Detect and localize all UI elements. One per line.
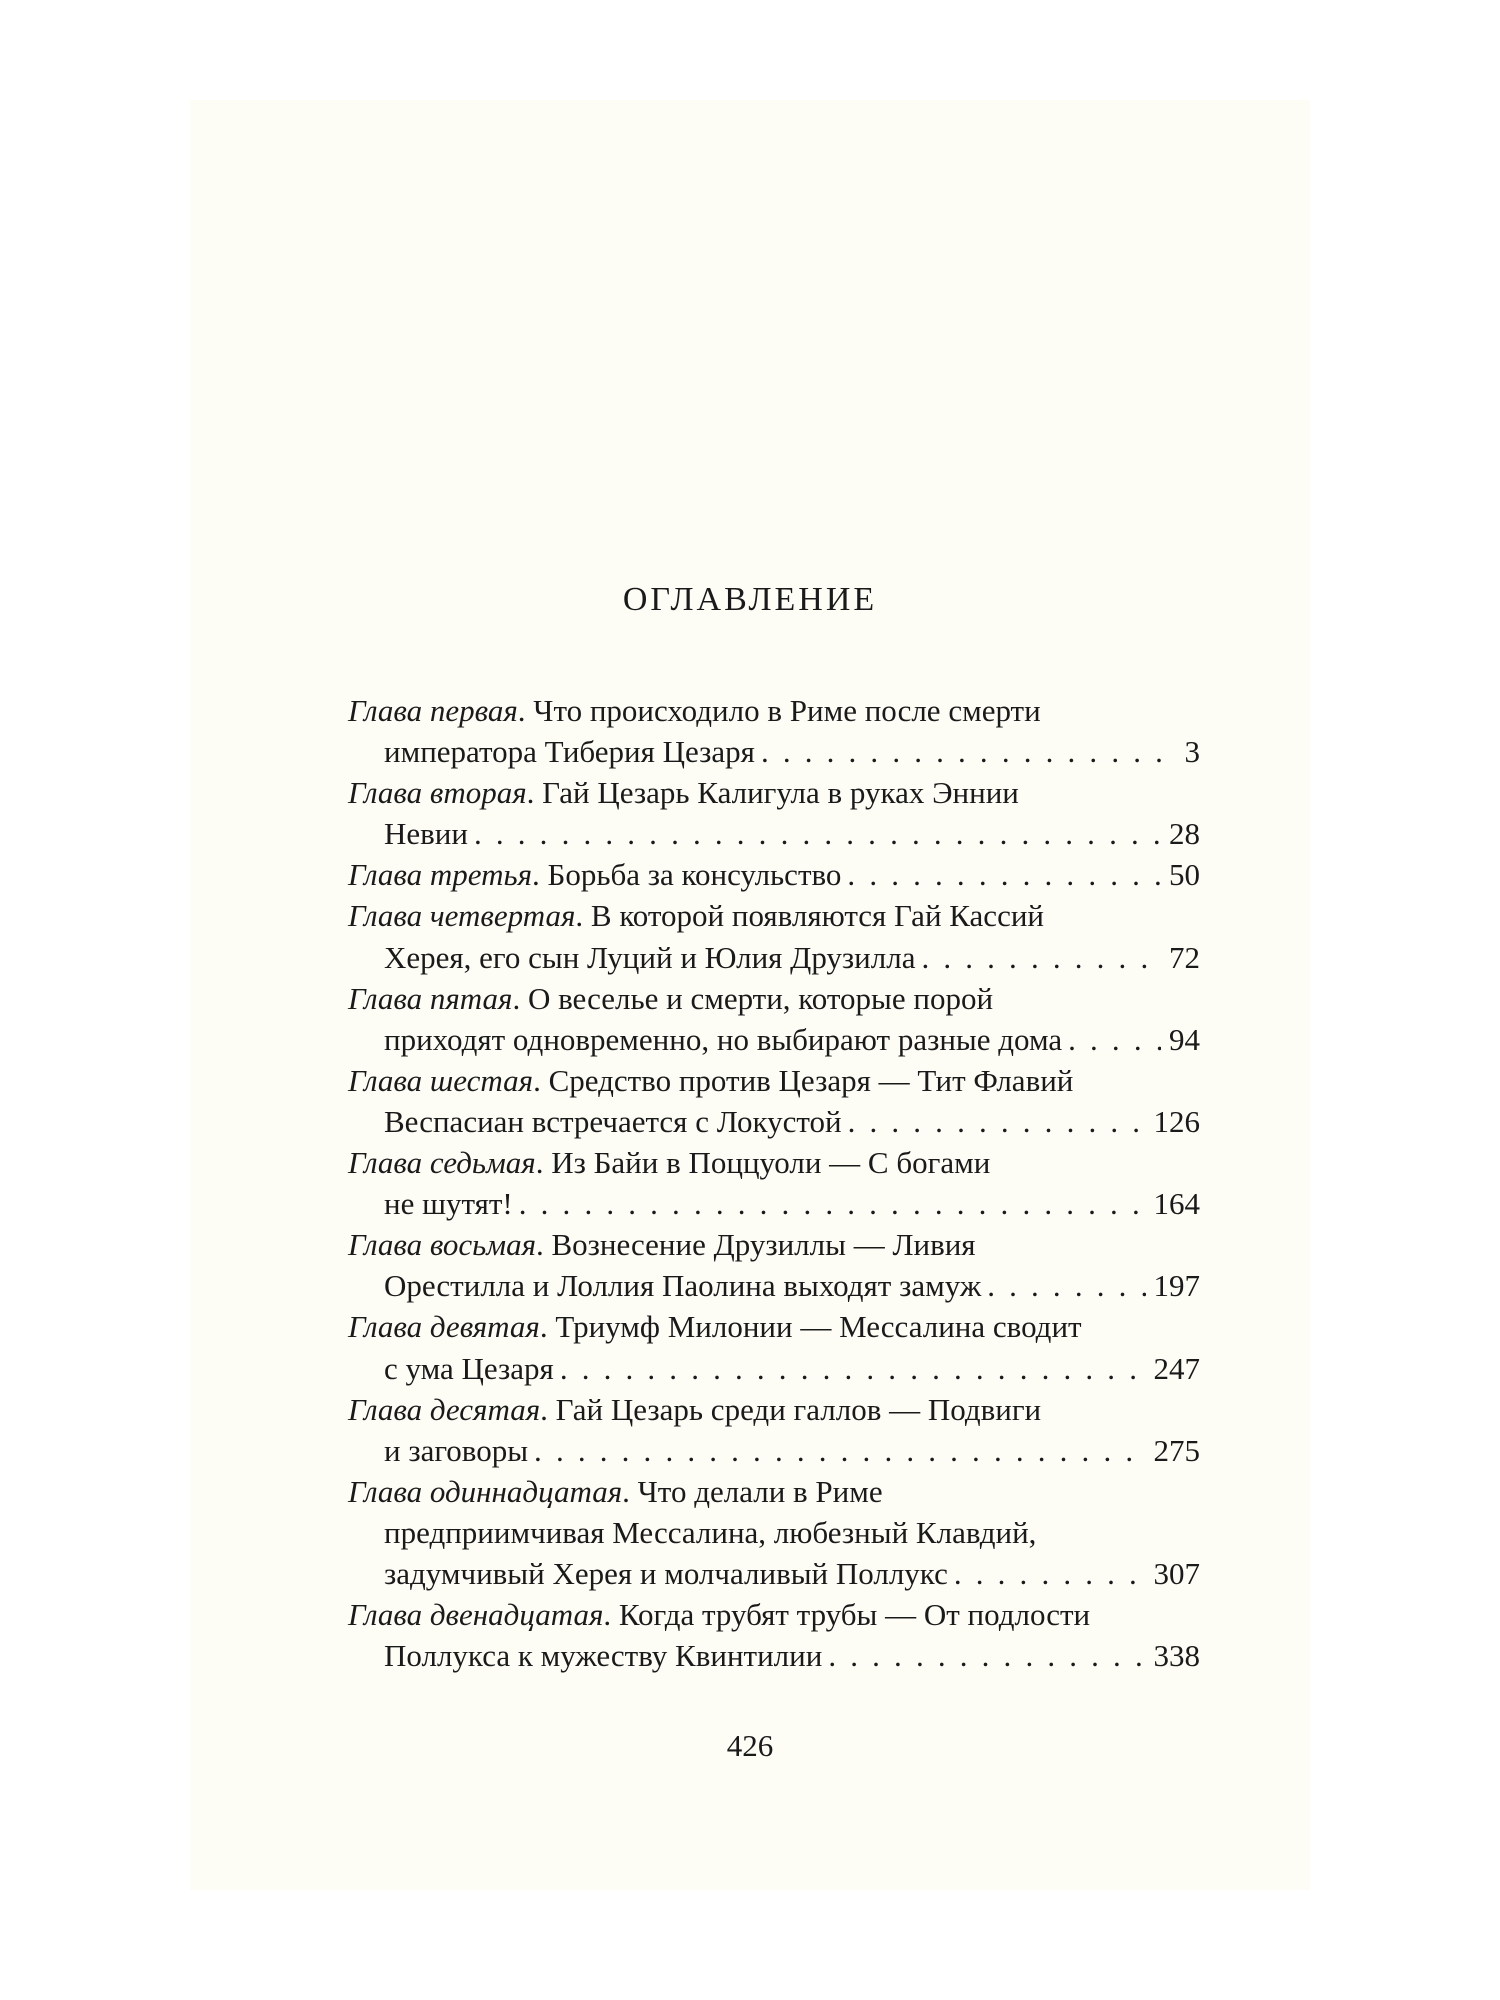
- toc-entry-7[interactable]: [348, 1142, 1200, 1224]
- page-ref: 307: [1153, 1555, 1200, 1591]
- toc-entry-11[interactable]: [348, 1471, 1200, 1594]
- chapter-title-line: Когда трубят трубы — От подлости: [618, 1597, 1091, 1633]
- toc-entry-last-line: [348, 1101, 1200, 1142]
- chapter-title-line: предприимчивая Мессалина, любезный Клавдий,: [384, 1514, 1037, 1550]
- chapter-title-line: Борьба за консульство: [547, 857, 842, 893]
- leader-dots: [847, 854, 1161, 895]
- chapter-label: Глава вторая: [348, 775, 527, 811]
- toc-entry-first-line: Глава девятая. Триумф Милонии — Мессалина сводит: [348, 1309, 1082, 1345]
- chapter-title-line: Невии: [384, 816, 468, 852]
- chapter-title-line: не шутят!: [384, 1186, 513, 1222]
- chapter-title-line: задумчивый Херея и молчаливый Поллукс: [384, 1555, 948, 1591]
- page-ref: 247: [1153, 1350, 1200, 1386]
- leader-dots: [828, 1635, 1145, 1676]
- chapter-label: Глава четвертая: [348, 898, 576, 934]
- chapter-label: Глава одиннадцатая: [348, 1473, 623, 1509]
- page-number: 426: [726, 1728, 774, 1763]
- toc-entry-10[interactable]: [348, 1389, 1200, 1471]
- toc-entry-last-line: [348, 1265, 1200, 1306]
- page-ref: 3: [1184, 734, 1200, 770]
- chapter-title-line: Триумф Милонии — Мессалина сводит: [555, 1309, 1082, 1345]
- page-ref: 50: [1169, 857, 1200, 893]
- leader-dots: [848, 1101, 1146, 1142]
- chapter-title-line: Что делали в Риме: [637, 1473, 883, 1509]
- toc-entry-last-line: [348, 1183, 1200, 1224]
- toc-entry-12[interactable]: [348, 1594, 1200, 1676]
- page-ref: 126: [1153, 1103, 1200, 1139]
- chapter-title-line: приходят одновременно, но выбирают разные дома: [384, 1021, 1063, 1057]
- chapter-title-line: Херея, его сын Луций и Юлия Друзилла: [384, 939, 916, 975]
- chapter-title-line: Из Байи в Поццуоли — С богами: [551, 1145, 991, 1181]
- chapter-label: Глава двенадцатая: [348, 1597, 604, 1633]
- toc-entry-last-line: [348, 1430, 1200, 1471]
- chapter-label: Глава первая: [348, 693, 518, 728]
- chapter-title-line: Веспасиан встречается с Локустой: [384, 1103, 842, 1139]
- toc-entry-text: Глава третья. Борьба за консульство: [348, 857, 842, 893]
- toc-entry-first-line: Глава четвертая. В которой появляются Гай Кассий: [348, 898, 1045, 934]
- leader-dots: [954, 1553, 1146, 1594]
- toc-entry-last-line: [348, 1348, 1200, 1389]
- toc-entry-9[interactable]: [348, 1306, 1200, 1388]
- chapter-title-line: императора Тиберия Цезаря: [384, 734, 755, 770]
- toc-entry-first-line: Глава десятая. Гай Цезарь среди галлов — Подвиги: [348, 1391, 1042, 1427]
- chapter-title-line: Что происходило в Риме после смерти: [533, 693, 1041, 728]
- toc-entry-last-line: [348, 813, 1200, 854]
- toc-entry-last-line: [348, 937, 1200, 978]
- chapter-title-line: Средство против Цезаря — Тит Флавий: [548, 1062, 1074, 1098]
- page-ref: 338: [1153, 1638, 1200, 1674]
- toc-entry-first-line: Глава вторая. Гай Цезарь Калигула в руках Эннии: [348, 775, 1019, 811]
- leader-dots: [534, 1430, 1145, 1471]
- toc-entry-first-line: Глава шестая. Средство против Цезаря — Тит Флавий: [348, 1062, 1074, 1098]
- page-ref: 164: [1153, 1186, 1200, 1222]
- chapter-label: Глава пятая: [348, 980, 513, 1016]
- leader-dots: [1068, 1019, 1161, 1060]
- toc-entry-first-line: Глава первая. Что происходило в Риме после смерти: [348, 693, 1041, 728]
- page-ref: 197: [1153, 1268, 1200, 1304]
- toc-entry-last-line: [348, 1635, 1200, 1676]
- toc-entry-first-line: Глава двенадцатая. Когда трубят трубы — От подлости: [348, 1597, 1091, 1633]
- chapter-label: Глава третья: [348, 857, 533, 893]
- toc-entry-last-line: [348, 731, 1200, 772]
- chapter-label: Глава шестая: [348, 1062, 534, 1098]
- toc-entry-5[interactable]: [348, 978, 1200, 1060]
- toc-entry-3[interactable]: [348, 854, 1200, 895]
- toc-entry-4[interactable]: [348, 895, 1200, 977]
- chapter-title-line: Поллукса к мужеству Квинтилии: [384, 1638, 823, 1674]
- chapter-label: Глава седьмая: [348, 1145, 536, 1181]
- chapter-title-line: Гай Цезарь среди галлов — Подвиги: [555, 1391, 1042, 1427]
- toc-entry-first-line: Глава одиннадцатая. Что делали в Риме: [348, 1473, 883, 1509]
- toc-entry-2[interactable]: [348, 772, 1200, 854]
- leader-dots: [921, 937, 1161, 978]
- chapter-label: Глава восьмая: [348, 1227, 536, 1263]
- toc-entry-6[interactable]: [348, 1060, 1200, 1142]
- toc-entry-last-line: [348, 854, 1200, 895]
- chapter-title-line: Гай Цезарь Калигула в руках Эннии: [542, 775, 1019, 811]
- chapter-title-line: с ума Цезаря: [384, 1350, 554, 1386]
- leader-dots: [761, 731, 1177, 772]
- leader-dots: [474, 813, 1161, 854]
- toc-entry-last-line: [348, 1019, 1200, 1060]
- toc-entry-first-line: Глава пятая. О веселье и смерти, которые порой: [348, 980, 994, 1016]
- chapter-title-line: О веселье и смерти, которые порой: [527, 980, 994, 1016]
- leader-dots: [519, 1183, 1146, 1224]
- toc-entry-8[interactable]: [348, 1224, 1200, 1306]
- page-ref: 72: [1169, 939, 1200, 975]
- toc-entry-last-line: [348, 1553, 1200, 1594]
- toc-entry-first-line: Глава седьмая. Из Байи в Поццуоли — С богами: [348, 1145, 991, 1181]
- chapter-title-line: Вознесение Друзиллы — Ливия: [551, 1227, 976, 1263]
- chapter-title-line: Орестилла и Лоллия Паолина выходят замуж: [384, 1268, 982, 1304]
- chapter-label: Глава десятая: [348, 1391, 541, 1427]
- chapter-label: Глава девятая: [348, 1309, 540, 1345]
- page-ref: 275: [1153, 1432, 1200, 1468]
- leader-dots: [987, 1265, 1145, 1306]
- page-ref: 28: [1169, 816, 1200, 852]
- chapter-title-line: и заговоры: [384, 1432, 529, 1468]
- page-ref: 94: [1169, 1021, 1200, 1057]
- toc-entry-1[interactable]: [348, 690, 1200, 772]
- toc-list: [348, 690, 1200, 1676]
- toc-entry-first-line: Глава восьмая. Вознесение Друзиллы — Ливия: [348, 1227, 976, 1263]
- leader-dots: [560, 1348, 1146, 1389]
- toc-title: ОГЛАВЛЕНИЕ: [622, 581, 878, 618]
- chapter-title-line: В которой появляются Гай Кассий: [590, 898, 1045, 934]
